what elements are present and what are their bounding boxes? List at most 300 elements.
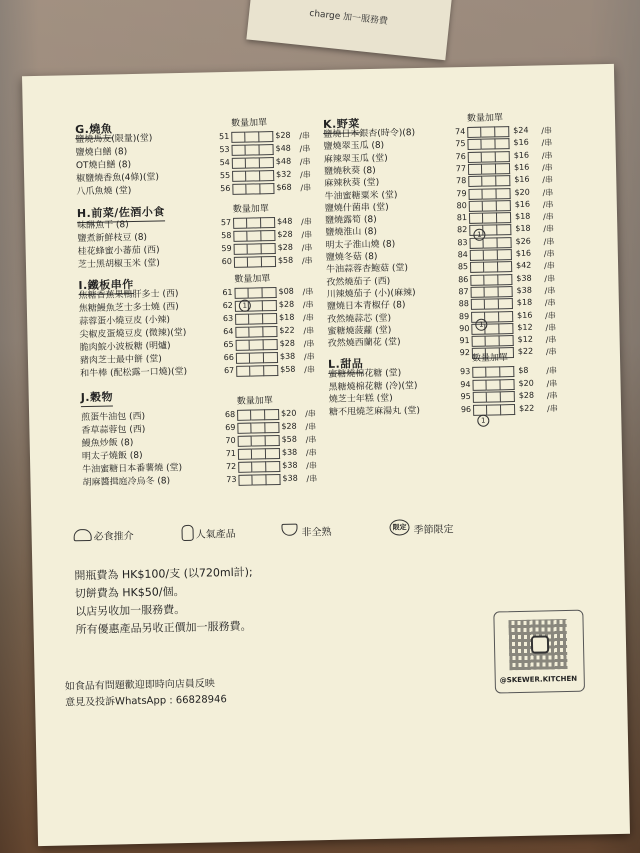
qty-box[interactable] [231, 145, 245, 156]
item-price: $38 [516, 273, 532, 283]
note-promo: 所有優惠產品另收正價加一服務費。 [75, 619, 252, 637]
qty-box[interactable] [498, 274, 512, 285]
item-number: 81 [456, 213, 468, 223]
item-price: $38 [281, 447, 298, 457]
qty-box[interactable] [497, 224, 511, 235]
menu-item-name: 麻辣翠玉瓜 (堂) [323, 153, 388, 165]
order-sheet [22, 64, 630, 846]
item-unit: /串 [544, 273, 556, 283]
item-price: $38 [279, 351, 296, 361]
qty-box[interactable] [260, 170, 274, 181]
note-service: 以店另收加一服務費。 [75, 602, 186, 619]
item-price: $16 [513, 150, 530, 160]
qty-box[interactable] [482, 163, 496, 174]
menu-item-name: 蜜糖燒棉花糖 (堂) [328, 368, 402, 380]
item-price: $16 [513, 162, 530, 172]
item-number: 53 [219, 144, 230, 155]
item-unit: /串 [545, 310, 556, 320]
qty-box[interactable] [266, 474, 280, 485]
qty-box[interactable] [252, 448, 266, 459]
item-price: $48 [275, 156, 292, 166]
qty-box[interactable] [497, 237, 511, 248]
qty-box[interactable] [233, 231, 247, 242]
menu-item-name: 桂花蜂蜜小蕃茄 (西) [77, 245, 160, 258]
qty-box[interactable] [260, 183, 274, 194]
menu-item-name: 鹽燒露筍 (8) [324, 214, 377, 227]
item-number: 84 [457, 249, 468, 260]
qty-box[interactable] [260, 157, 274, 168]
qty-box[interactable] [470, 274, 484, 285]
instagram-qr-code[interactable] [493, 610, 585, 694]
item-number: 71 [225, 448, 237, 459]
qty-box[interactable] [499, 286, 513, 297]
item-price: $16 [515, 248, 532, 258]
item-price: $58 [277, 255, 294, 265]
qty-box[interactable] [246, 170, 260, 181]
qty-box[interactable] [487, 392, 501, 403]
qty-box[interactable] [233, 218, 247, 229]
item-unit: /串 [304, 365, 316, 375]
item-price: $28 [518, 390, 535, 401]
item-price: $24 [513, 125, 529, 136]
item-unit: /串 [546, 378, 558, 388]
item-unit: /串 [543, 224, 555, 234]
menu-item-name: 椒鹽燒香魚(4條)(堂) [76, 172, 160, 185]
qty-box[interactable] [501, 404, 515, 415]
qty-box[interactable] [261, 217, 275, 228]
item-unit: /串 [305, 435, 317, 445]
section-title-k: K.野菜 [323, 115, 360, 134]
qty-box[interactable] [468, 188, 482, 199]
qty-box[interactable] [472, 336, 486, 347]
qty-box[interactable] [259, 144, 273, 155]
handwritten-one-mark: 1 [475, 319, 487, 331]
qty-box[interactable] [250, 365, 264, 376]
qty-box[interactable] [484, 274, 498, 285]
qty-box[interactable] [499, 323, 513, 334]
item-price: $22 [518, 403, 535, 413]
handwritten-one-mark: 1 [473, 229, 485, 241]
menu-item-name: 芝士黑胡椒玉米 (堂) [77, 258, 160, 271]
item-number: 58 [221, 230, 232, 241]
qty-box[interactable] [497, 212, 511, 223]
item-number: 63 [222, 313, 234, 324]
qty-box[interactable] [238, 475, 252, 486]
item-number: 64 [223, 326, 234, 337]
qty-header-k: 數量加單 [466, 113, 504, 124]
qty-box[interactable] [482, 176, 496, 187]
item-number: 95 [460, 392, 471, 402]
qty-box[interactable] [237, 410, 251, 421]
qty-box[interactable] [232, 171, 246, 182]
item-number: 72 [225, 461, 237, 472]
qty-box[interactable] [247, 217, 261, 228]
item-price: $28 [275, 130, 291, 140]
qty-header-j: 數量加單 [236, 396, 273, 407]
qty-box[interactable] [483, 200, 497, 211]
menu-item-name: 豬肉芝士最中餅 (堂) [79, 354, 162, 367]
qty-box[interactable] [499, 298, 513, 309]
menu-item-name: 和牛棒 (配松露一口燒)(堂) [80, 366, 188, 380]
section-title-j: J.穀物 [81, 388, 114, 407]
item-price: $22 [517, 347, 534, 357]
qty-box[interactable] [471, 287, 485, 298]
item-number: 65 [223, 339, 234, 350]
qty-box[interactable] [264, 365, 278, 376]
qty-box[interactable] [266, 448, 280, 459]
legend-noncooked-label: 非全熟 [301, 526, 332, 539]
qty-box[interactable] [468, 151, 482, 162]
qty-box[interactable] [265, 409, 279, 420]
item-unit: /串 [299, 131, 311, 141]
qty-box[interactable] [234, 244, 248, 255]
menu-item-name: 煎蛋牛油包 (西) [81, 411, 146, 424]
footer-whatsapp: 意見及投訴WhatsApp : 66828946 [65, 694, 227, 709]
qty-box[interactable] [496, 188, 510, 199]
item-price: $16 [514, 174, 530, 185]
menu-item-name: 孜然燒蒜芯 (堂) [327, 313, 392, 325]
qty-box[interactable] [497, 200, 511, 211]
menu-item-name: 胡麻醬揖庭冷烏冬 (8) [82, 476, 171, 489]
qty-box[interactable] [252, 435, 266, 446]
qty-box[interactable] [500, 366, 514, 377]
item-unit: /串 [541, 138, 553, 148]
item-price: $18 [515, 224, 531, 234]
qty-box[interactable] [472, 367, 486, 378]
qty-box[interactable] [266, 435, 280, 446]
item-number: 55 [219, 170, 231, 181]
qty-box[interactable] [496, 151, 510, 162]
item-number: 73 [226, 474, 237, 485]
qty-box[interactable] [236, 340, 250, 351]
item-unit: /串 [302, 300, 314, 310]
qty-box[interactable] [485, 299, 499, 310]
qty-box[interactable] [485, 311, 499, 322]
qty-box[interactable] [236, 353, 250, 364]
menu-item-name: 八爪魚燒 (堂) [76, 186, 132, 198]
qty-box[interactable] [499, 311, 513, 322]
qty-box[interactable] [500, 335, 514, 346]
qty-box[interactable] [246, 157, 260, 168]
menu-item-name: 鹽燒淮山 (8) [325, 227, 378, 239]
menu-item-name: OT燒白鱔 (8) [75, 160, 132, 172]
qty-box[interactable] [486, 366, 500, 377]
item-number: 67 [223, 365, 235, 376]
qty-box[interactable] [251, 422, 265, 433]
qty-box[interactable] [496, 175, 510, 186]
item-price: $08 [278, 286, 294, 296]
qty-box[interactable] [486, 335, 500, 346]
menu-item-name: 孜然燒西蘭花 (堂) [327, 337, 401, 350]
chef-hat-icon [74, 529, 92, 541]
item-number: 68 [224, 409, 236, 420]
qty-box[interactable] [246, 183, 260, 194]
item-price: $22 [279, 325, 295, 335]
item-unit: /串 [545, 322, 557, 333]
item-unit: /串 [541, 126, 553, 136]
item-price: $12 [517, 322, 533, 332]
item-unit: /串 [303, 313, 314, 323]
qty-box[interactable] [481, 126, 495, 137]
item-unit: /串 [545, 347, 557, 357]
section-title-l: L.甜品 [328, 355, 364, 374]
menu-item-name: 明太子淮山燒 (8) [325, 239, 396, 251]
qty-box[interactable] [238, 462, 252, 473]
item-number: 76 [455, 151, 466, 161]
item-unit: /串 [541, 163, 553, 173]
item-price: $38 [282, 473, 298, 483]
item-price: $20 [518, 378, 534, 388]
menu-item-name: 牛油蜜糖日本番薯燒 (堂) [82, 463, 183, 476]
item-price: $16 [517, 310, 533, 320]
bowl-icon [281, 524, 297, 536]
qty-box[interactable] [261, 230, 275, 241]
qty-box[interactable] [234, 288, 248, 299]
menu-item-name: 焦糖香蕉果鴨肝多士 (西) [78, 289, 179, 302]
qty-box[interactable] [473, 392, 487, 403]
qty-box[interactable] [483, 212, 497, 223]
item-number: 77 [455, 163, 467, 174]
qty-box[interactable] [467, 127, 481, 138]
item-number: 54 [219, 157, 230, 168]
qty-box[interactable] [265, 422, 279, 433]
item-unit: /串 [542, 187, 554, 197]
qty-header-i: 數量加單 [234, 274, 271, 285]
qty-box[interactable] [251, 409, 265, 420]
qty-box[interactable] [262, 287, 276, 298]
item-number: 61 [222, 287, 233, 298]
qty-box[interactable] [484, 262, 498, 273]
qty-box[interactable] [249, 313, 263, 324]
qty-box[interactable] [237, 423, 251, 434]
handwritten-one-mark: 1 [477, 415, 489, 427]
item-unit: /串 [302, 287, 314, 297]
menu-item-name: 川辣燒茄子 (小)(麻辣) [326, 287, 416, 300]
item-unit: /串 [303, 339, 315, 349]
item-price: $18 [516, 297, 533, 308]
item-price: $28 [281, 421, 297, 431]
qty-box[interactable] [484, 249, 498, 260]
item-price: $28 [278, 299, 295, 309]
menu-item-name: 鹽燒白鱔 (8) [75, 147, 128, 159]
qty-box[interactable] [482, 188, 496, 199]
item-number: 62 [222, 300, 233, 311]
qty-box[interactable] [249, 326, 263, 337]
menu-item-name: 鹽燒什菌串 (堂) [324, 202, 389, 214]
menu-item-name: 黑糖燒棉花糖 (冷)(堂) [328, 380, 418, 393]
qty-box[interactable] [483, 237, 497, 248]
item-price: $28 [279, 338, 296, 348]
qty-box[interactable] [250, 352, 264, 363]
qty-box[interactable] [467, 139, 481, 150]
qty-box[interactable] [234, 257, 248, 268]
qty-box[interactable] [468, 176, 482, 187]
item-number: 75 [455, 139, 466, 149]
menu-item-name: 蒜蓉蛋小燒豆皮 (小辣) [79, 315, 171, 328]
item-unit: /串 [545, 335, 557, 345]
item-unit: /串 [546, 366, 558, 376]
qty-box[interactable] [245, 131, 259, 142]
item-number: 74 [454, 127, 466, 137]
previous-card-text: charge 加一服務費 [308, 8, 389, 27]
qty-box[interactable] [266, 461, 280, 472]
item-unit: /串 [306, 461, 318, 471]
qty-box[interactable] [495, 138, 509, 149]
qty-box[interactable] [235, 314, 249, 325]
item-price: $38 [282, 460, 298, 470]
qty-box[interactable] [468, 164, 482, 175]
item-number: 51 [219, 131, 230, 142]
qty-box[interactable] [263, 300, 277, 311]
menu-item-name: 明太子燒飯 (8) [81, 450, 143, 463]
item-number: 80 [456, 200, 467, 211]
item-price: $32 [276, 169, 292, 179]
qty-box[interactable] [262, 256, 276, 267]
qty-box[interactable] [485, 286, 499, 297]
qty-box[interactable] [238, 449, 252, 460]
item-price: $28 [277, 229, 293, 239]
qty-box[interactable] [247, 230, 261, 241]
item-number: 70 [225, 435, 236, 446]
item-number: 59 [221, 243, 232, 254]
item-number: 96 [460, 404, 472, 414]
item-number: 66 [223, 352, 235, 363]
item-price: $42 [515, 260, 532, 271]
item-unit: /串 [300, 183, 312, 193]
legend-seasonal-label: 季節限定 [413, 524, 454, 537]
qty-box[interactable] [495, 126, 509, 137]
seasonal-badge-text: 限定 [392, 523, 407, 532]
qty-box[interactable] [232, 184, 246, 195]
qty-box[interactable] [252, 474, 266, 485]
qty-box[interactable] [248, 243, 262, 254]
qty-header-h: 數量加單 [232, 204, 269, 215]
menu-item-name: 尖椒皮蛋燒豆皮 (微辣)(堂) [79, 327, 187, 341]
footer-feedback: 如食品有問題歡迎即時向店員反映 [64, 678, 215, 693]
qty-header-g: 數量加單 [230, 118, 268, 129]
qty-box[interactable] [248, 256, 262, 267]
item-unit: /串 [543, 261, 555, 271]
seasonal-badge-icon [389, 519, 409, 535]
item-number: 91 [459, 336, 470, 346]
qty-box[interactable] [470, 250, 484, 261]
note-cake: 切餅費為 HK$50/個。 [74, 584, 185, 601]
qty-box[interactable] [500, 379, 514, 390]
item-price: $28 [277, 242, 294, 252]
qty-box[interactable] [231, 132, 245, 143]
qty-box[interactable] [259, 131, 273, 142]
item-unit: /串 [305, 422, 317, 432]
item-price: $18 [279, 312, 295, 322]
menu-item-name: 味醂魚干 (8) [77, 220, 129, 232]
qty-box[interactable] [248, 287, 262, 298]
legend-popular-label: 人氣產品 [195, 528, 236, 541]
menu-item-name: 鹽煮新鮮枝豆 (8) [77, 232, 148, 245]
section-title-g: G.燒魚 [75, 120, 113, 139]
item-unit: /串 [541, 150, 553, 161]
menu-item-name: 鰻魚炒飯 (8) [81, 438, 134, 450]
item-unit: /串 [543, 236, 555, 247]
item-number: 56 [220, 183, 231, 194]
item-number: 69 [225, 422, 236, 433]
item-number: 87 [458, 286, 469, 297]
qty-box[interactable] [236, 366, 250, 377]
item-price: $48 [277, 216, 293, 226]
menu-item-name: 牛油蒜蓉杏鮑菇 (堂) [326, 263, 409, 276]
qty-box[interactable] [470, 262, 484, 273]
item-unit: /串 [300, 170, 311, 180]
qty-box[interactable] [263, 313, 277, 324]
qty-box[interactable] [482, 151, 496, 162]
qty-box[interactable] [264, 339, 278, 350]
thumbs-up-icon [181, 525, 193, 541]
item-number: 85 [457, 262, 469, 272]
item-unit: /串 [303, 352, 315, 362]
qty-box[interactable] [235, 327, 249, 338]
item-unit: /串 [546, 391, 558, 401]
item-number: 86 [458, 274, 469, 284]
qty-box[interactable] [262, 243, 276, 254]
qty-box[interactable] [250, 339, 264, 350]
item-unit: /串 [542, 175, 554, 185]
qty-box[interactable] [485, 323, 499, 334]
qty-box[interactable] [481, 139, 495, 150]
qty-box[interactable] [496, 163, 510, 174]
qty-box[interactable] [263, 326, 277, 337]
item-price: $38 [516, 285, 532, 295]
qty-box[interactable] [498, 249, 512, 260]
section-title-i: I.鐵板串作 [78, 276, 134, 295]
item-price: $58 [280, 364, 296, 374]
item-price: $16 [513, 137, 529, 148]
item-number: 88 [458, 299, 469, 309]
item-unit: /串 [544, 298, 556, 308]
item-price: $58 [281, 434, 298, 444]
qty-box[interactable] [232, 158, 246, 169]
item-unit: /串 [299, 144, 311, 154]
menu-item-name: 燒芝士年糕 (堂) [328, 393, 393, 406]
qty-box[interactable] [469, 200, 483, 211]
item-unit: /串 [301, 256, 313, 266]
menu-item-name: 香草蒜蓉包 (西) [81, 424, 146, 437]
item-number: 83 [457, 237, 468, 247]
menu-item-name: 鹽燒翠玉瓜 (8) [323, 141, 385, 153]
menu-item-name: 牛油蜜糖粟米 (堂) [324, 189, 398, 202]
qty-box[interactable] [487, 404, 501, 415]
qty-box[interactable] [472, 379, 486, 390]
qty-box[interactable] [245, 144, 259, 155]
qty-box[interactable] [498, 261, 512, 272]
item-price: $68 [276, 182, 292, 192]
item-unit: /串 [301, 217, 312, 227]
qty-box[interactable] [471, 299, 485, 310]
item-unit: /串 [301, 243, 313, 253]
menu-item-name: 焦糖鰻魚芝士多士燒 (西) [78, 302, 179, 315]
qty-box[interactable] [252, 461, 266, 472]
qty-box[interactable] [501, 391, 515, 402]
menu-item-name: 鹽燒日本銀杏(時令)(8) [323, 128, 416, 140]
item-price: $48 [275, 143, 291, 153]
qty-box[interactable] [486, 379, 500, 390]
qr-label: @SKEWER.KITCHEN [499, 674, 578, 685]
item-price: $16 [514, 199, 531, 209]
item-unit: /串 [301, 230, 313, 240]
qty-box[interactable] [469, 213, 483, 224]
menu-item-name: 鹽燒冬菇 (8) [325, 251, 378, 263]
qty-box[interactable] [238, 436, 252, 447]
item-unit: /串 [305, 448, 317, 458]
qty-box[interactable] [264, 352, 278, 363]
